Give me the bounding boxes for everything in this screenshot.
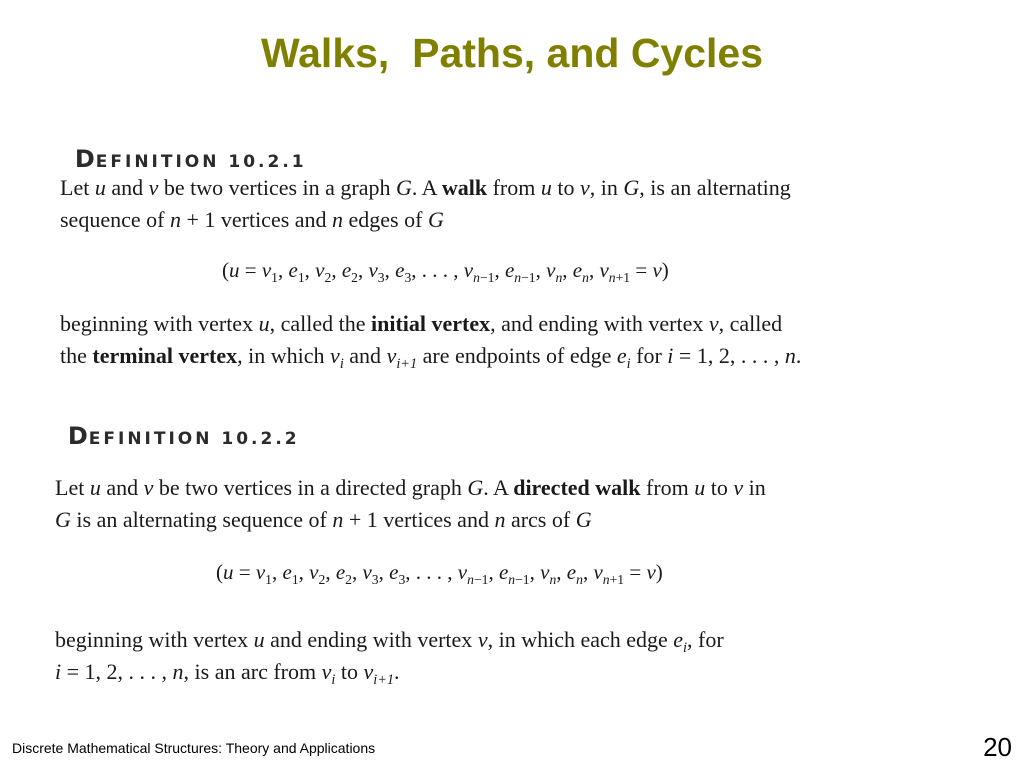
- definition-1-after-line-2: the terminal vertex, in which $v_i$ and $v_{i+1}$ are endpoints of edge $e_i$ for i = 1, 2, . . . , n.: [60, 343, 802, 372]
- term-initial-vertex: initial vertex: [370, 311, 491, 336]
- definition-1-heading: [57, 125, 307, 173]
- definition-1-heading-rest: EFINITION 10.2.1: [95, 152, 307, 172]
- term-terminal-vertex: terminal vertex: [92, 343, 238, 368]
- definition-2-heading-cap: D: [67, 422, 89, 450]
- definition-1-intro-line-2: sequence of n + 1 vertices and n edges of G: [60, 207, 444, 232]
- page-number: 20: [983, 732, 1012, 762]
- term-walk: walk: [441, 175, 488, 200]
- definition-2-heading-rest: EFINITION 10.2.2: [88, 429, 300, 449]
- definition-1-intro-line-1: Let u and v be two vertices in a graph G. A walk from u to v, in G, is an alternating: [60, 175, 791, 200]
- slide-footer: Discrete Mathematical Structures: Theory and Applications: [12, 740, 376, 756]
- definition-2-sequence: ($u = v_1$, $e_1$, $v_2$, $e_2$, $v_3$, $e_3$, . . . , $v_{n-1}$, $e_{n-1}$, $v_n$, $e_n$, $v_{n+1} = v$): [216, 560, 663, 587]
- definition-2-after-line-1: beginning with vertex u and ending with vertex v, in which each edge $e_i$, for: [55, 627, 724, 656]
- definition-2-after: [55, 624, 724, 688]
- definition-1-after-line-1: beginning with vertex u, called the initial vertex, and ending with vertex v, called: [60, 311, 783, 336]
- slide-title: Walks, Paths, and Cycles: [260, 30, 764, 76]
- definition-2-intro-line-2: G is an alternating sequence of n + 1 vertices and n arcs of G: [55, 507, 592, 532]
- definition-1-sequence: ($u = v_1$, $e_1$, $v_2$, $e_2$, $v_3$, $e_3$, . . . , $v_{n-1}$, $e_{n-1}$, $v_n$, $e_n$, $v_{n+1} = v$): [222, 258, 669, 285]
- definition-1-after: [60, 308, 801, 372]
- definition-1-heading-cap: D: [74, 145, 96, 173]
- definition-2-after-line-2: i = 1, 2, . . . , n, is an arc from $v_i$ to $v_{i+1}$.: [55, 659, 400, 688]
- definition-2-intro: [55, 472, 766, 536]
- definition-1-intro: [60, 172, 791, 236]
- definition-2-heading: [50, 402, 300, 450]
- term-directed-walk: directed walk: [513, 475, 641, 500]
- definition-2-intro-line-1: Let u and v be two vertices in a directed graph G. A directed walk from u to v in: [55, 475, 766, 500]
